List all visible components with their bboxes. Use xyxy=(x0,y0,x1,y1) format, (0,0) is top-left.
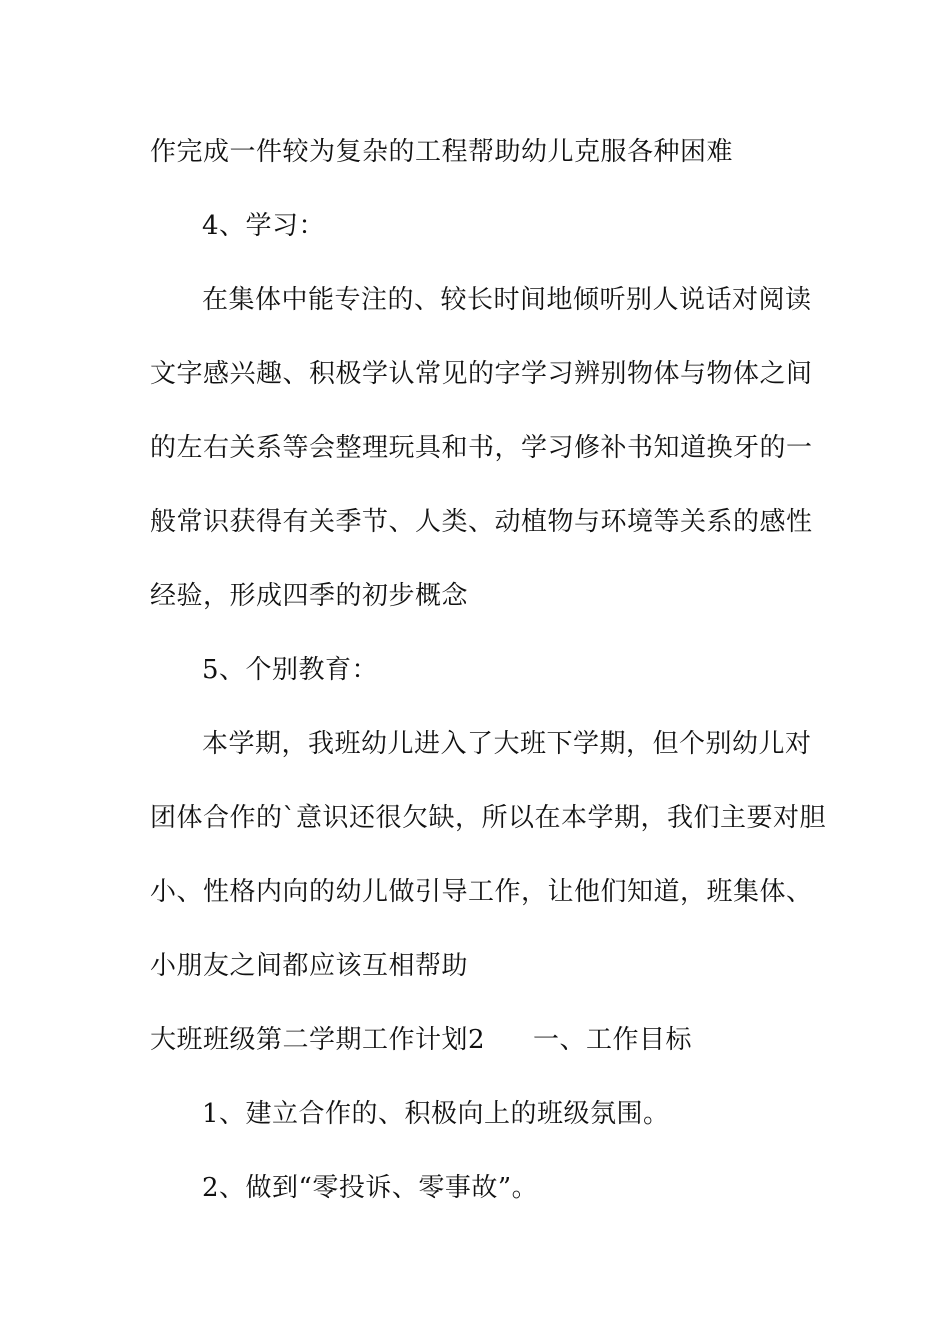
plan-title: 大班班级第二学期工作计划2 xyxy=(150,1025,486,1055)
paragraph-line: 般常识获得有关季节、人类、动植物与环境等关系的感性 xyxy=(150,507,813,537)
goal-item: 2、做到“零投诉、零事故”。 xyxy=(202,1173,539,1203)
section-heading-individual-education: 5、个别教育： xyxy=(202,655,379,685)
paragraph-line: 在集体中能专注的、较长时间地倾听别人说话对阅读 xyxy=(202,285,812,315)
paragraph-line: 团体合作的`意识还很欠缺，所以在本学期，我们主要对胆 xyxy=(150,803,827,833)
section-heading-learning: 4、学习： xyxy=(202,211,326,241)
paragraph-line: 经验，形成四季的初步概念 xyxy=(150,581,469,611)
section-heading-work-goals: 一、工作目标 xyxy=(533,1025,693,1055)
paragraph-line: 本学期，我班幼儿进入了大班下学期，但个别幼儿对 xyxy=(202,729,812,759)
paragraph-line: 作完成一件较为复杂的工程帮助幼儿克服各种困难 xyxy=(150,137,734,167)
plan-title-line xyxy=(150,1022,692,1058)
paragraph-line: 的左右关系等会整理玩具和书，学习修补书知道换牙的一 xyxy=(150,433,813,463)
paragraph-line: 小朋友之间都应该互相帮助 xyxy=(150,951,469,981)
goal-item: 1、建立合作的、积极向上的班级氛围。 xyxy=(202,1099,670,1129)
paragraph-line: 小、性格内向的幼儿做引导工作，让他们知道，班集体、 xyxy=(150,877,813,907)
paragraph-line: 文字感兴趣、积极学认常见的字学习辨别物体与物体之间 xyxy=(150,359,813,389)
